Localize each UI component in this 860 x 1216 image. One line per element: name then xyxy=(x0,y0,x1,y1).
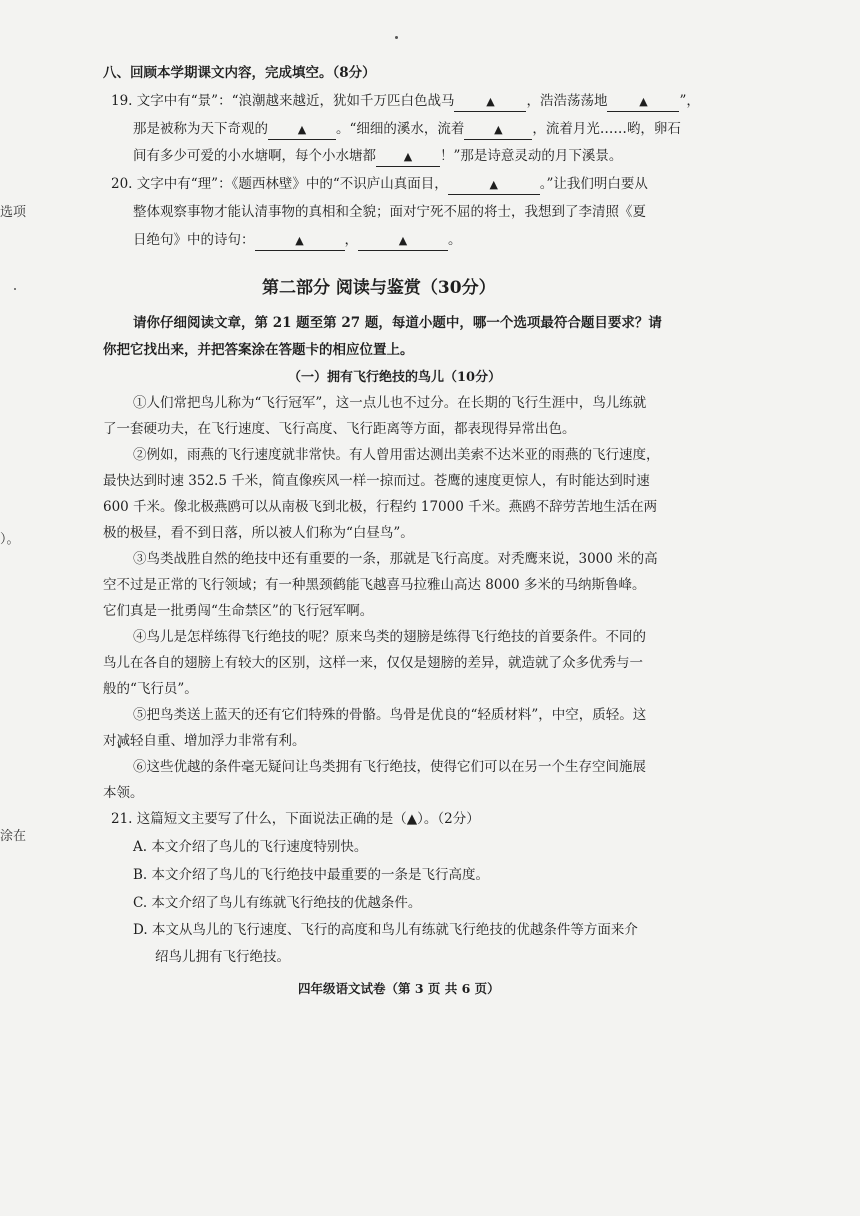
passage-line: 它们真是一批勇闯“生命禁区”的飞行冠军啊。 xyxy=(103,603,374,619)
answer-blank: ▲ xyxy=(268,120,336,140)
passage-line: 本领。 xyxy=(103,785,144,801)
passage-line: 了一套硬功夫，在飞行速度、飞行高度、飞行距离等方面，都表现得异常出色。 xyxy=(103,421,576,437)
answer-blank: ▲ xyxy=(454,92,526,112)
passage-line: 般的“飞行员”。 xyxy=(103,681,198,697)
answer-blank: ▲ xyxy=(358,231,448,251)
part2-title: 第二部分 阅读与鉴赏（30分） xyxy=(262,278,496,298)
q21-option-d-cont: 绍鸟儿拥有飞行绝技。 xyxy=(155,949,290,965)
answer-blank: ▲ xyxy=(607,92,679,112)
margin-fragment: 选项 xyxy=(0,205,27,220)
passage-line: ⑤把鸟类送上蓝天的还有它们特殊的骨骼。鸟骨是优良的“轻质材料”，中空，质轻。这 xyxy=(133,707,647,723)
part2-instruction-1: 请你仔细阅读文章，第 21 题至第 27 题，每道小题中，哪一个选项最符合题目要求？请 xyxy=(133,315,662,331)
scan-speck xyxy=(395,36,398,39)
q21-option-a: A. 本文介绍了鸟儿的飞行速度特别快。 xyxy=(133,839,368,855)
q21-option-b: B. 本文介绍了鸟儿的飞行绝技中最重要的一条是飞行高度。 xyxy=(133,867,490,883)
q20-line1: 20. 文字中有“理”：《题西林壁》中的“不识庐山真面目， ▲ 。”让我们明白要从 xyxy=(111,175,648,195)
q21-option-c: C. 本文介绍了鸟儿有练就飞行绝技的优越条件。 xyxy=(133,895,422,911)
answer-blank: ▲ xyxy=(464,120,532,140)
passage-line: ④鸟儿是怎样练得飞行绝技的呢？原来鸟类的翅膀是练得飞行绝技的首要条件。不同的 xyxy=(133,629,646,645)
passage-line: 极的极昼，看不到日落，所以被人们称为“白昼鸟”。 xyxy=(103,525,414,541)
passage-line: 对减轻自重、增加浮力非常有利。 xyxy=(103,733,306,749)
q21-option-d: D. 本文从鸟儿的飞行速度、飞行的高度和鸟儿有练就飞行绝技的优越条件等方面来介 xyxy=(133,922,638,938)
q19-line3: 间有多少可爱的小水塘啊，每个小水塘都 ▲ ！”那是诗意灵动的月下溪景。 xyxy=(133,147,622,167)
part2-instruction-2: 你把它找出来，并把答案涂在答题卡的相应位置上。 xyxy=(103,342,414,358)
q21-stem: 21. 这篇短文主要写了什么，下面说法正确的是（▲）。（2分） xyxy=(111,811,480,827)
passage-line: 空不过是正常的飞行领域；有一种黑颈鹤能飞越喜马拉雅山高达 8000 多米的马纳斯鲁峰。 xyxy=(103,577,646,593)
q19-line1: 19. 文字中有“景”：“浪潮越来越近，犹如千万匹白色战马 ▲ ，浩浩荡荡地 ▲ ”， xyxy=(111,92,700,112)
page-footer: 四年级语文试卷（第 3 页 共 6 页） xyxy=(298,981,500,996)
q19-line2: 那是被称为天下奇观的 ▲ 。“细细的溪水，流着 ▲ ，流着月光……哟，卵石 xyxy=(133,120,681,140)
passage-title: （一）拥有飞行绝技的鸟儿（10分） xyxy=(288,370,502,385)
section8-title: 八、回顾本学期课文内容，完成填空。（8分） xyxy=(103,65,376,81)
passage-line: 鸟儿在各自的翅膀上有较大的区别，这样一来，仅仅是翅膀的差异，就造就了众多优秀与一 xyxy=(103,655,643,671)
answer-blank: ▲ xyxy=(255,231,345,251)
passage-line: ⑥这些优越的条件毫无疑问让鸟类拥有飞行绝技，使得它们可以在另一个生存空间施展 xyxy=(133,759,646,775)
margin-fragment: 涂在 xyxy=(0,829,27,844)
q20-line3: 日绝句》中的诗句： ▲ ， ▲ 。 xyxy=(133,231,462,251)
q20-line2: 整体观察事物才能认清事物的真相和全貌；面对宁死不屈的将士，我想到了李清照《夏 xyxy=(133,204,646,220)
scan-speck xyxy=(14,288,16,290)
margin-fragment: ）。 xyxy=(0,532,20,547)
answer-blank: ▲ xyxy=(376,147,440,167)
passage-line: ③鸟类战胜自然的绝技中还有重要的一条，那就是飞行高度。对秃鹰来说，3000 米的高 xyxy=(133,551,658,567)
passage-line: ①人们常把鸟儿称为“飞行冠军”，这一点儿也不过分。在长期的飞行生涯中，鸟儿练就 xyxy=(133,395,647,411)
passage-line: 600 千米。像北极燕鸥可以从南极飞到北极，行程约 17000 千米。燕鸥不辞劳苦地生活在两 xyxy=(103,499,658,515)
answer-blank: ▲ xyxy=(448,175,540,195)
passage-line: 最快达到时速 352.5 千米，简直像疾风一样一掠而过。苍鹰的速度更惊人，有时能达到时速 xyxy=(103,473,650,489)
passage-line: ②例如，雨燕的飞行速度就非常快。有人曾用雷达测出美索不达米亚的雨燕的飞行速度， xyxy=(133,447,660,463)
